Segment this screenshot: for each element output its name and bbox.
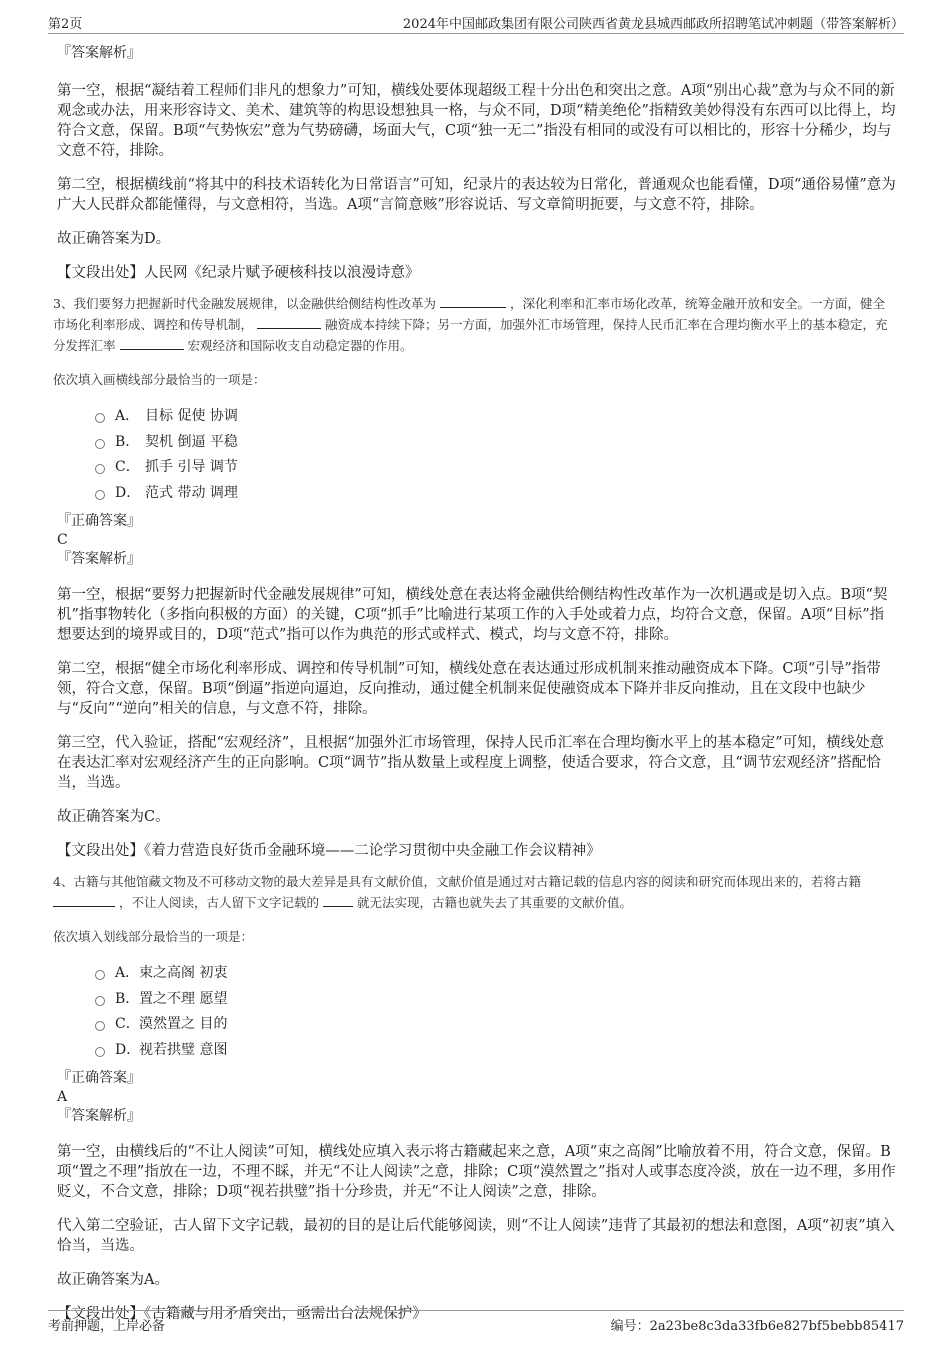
- option-b[interactable]: B． 置之不理 愿望: [95, 987, 897, 1013]
- answer-blank: [257, 314, 321, 329]
- analysis-paragraph: 第三空，代入验证，搭配“宏观经济”，且根据“加强外汇市场管理，保持人民币汇率在合理均衡水平上的基本稳定”可知，横线处意在表达汇率对宏观经济产生的正向影响。C项“调节”指从数量上或程度上调整，使适合要求，符合文意，且“调节宏观经济”搭配恰当，当选。: [57, 735, 885, 791]
- options-list: [95, 404, 897, 506]
- option-a[interactable]: A． 束之高阁 初衷: [95, 961, 897, 987]
- document-id: 编号：2a23be8c3da33fb6e827bf5bebb85417: [610, 1319, 904, 1334]
- analysis-title: 『答案解析』: [57, 1108, 141, 1124]
- radio-icon[interactable]: [95, 1021, 105, 1031]
- option-d[interactable]: D． 视若拱璧 意图: [95, 1038, 897, 1064]
- analysis-paragraph: 第一空，根据“要努力把握新时代金融发展规律”可知，横线处意在表达将金融供给侧结构性改革作为一次机遇或是切入点。B项“契机”指事物转化（多指向积极的方面）的关键，C项“抓手”比喻进行某项工作的入手处或着力点，均符合文意，保留。A项“目标”指想要达到的境界或目的，D项“范式”指可以作为典范的形式或样式、模式，均与文意不符，排除。: [57, 587, 888, 643]
- radio-icon[interactable]: [95, 490, 105, 500]
- radio-icon[interactable]: [95, 413, 105, 423]
- option-d[interactable]: D． 范式 带动 调理: [95, 481, 897, 507]
- conclusion: 故正确答案为A。: [57, 1272, 169, 1288]
- conclusion: 故正确答案为C。: [57, 809, 170, 825]
- question-stem: 4、古籍与其他馆藏文物及不可移动文物的最大差异是具有文献价值，文献价值是通过对古籍记载的信息内容的阅读和研究而体现出来的，若将古籍 ，不让人阅读，古人留下文字记载的 就无法实现，古籍也就失去了其重要的文献价值。: [53, 874, 861, 910]
- analysis-title: 『答案解析』: [57, 551, 141, 567]
- source-citation: 【文段出处】《古籍藏与用矛盾突出，亟需出台法规保护》: [57, 1306, 427, 1322]
- analysis-paragraph: 第二空，根据“健全市场化利率形成、调控和传导机制”可知，横线处意在表达通过形成机制来推动融资成本下降。C项“引导”指带领，符合文意，保留。B项“倒逼”指逆向逼迫，反向推动，通过健全机制来促使融资成本下降并非反向推动，且在文段中也缺少与“反向”“逆向”相关的信息，与文意不符，排除。: [57, 661, 881, 717]
- source-citation: 【文段出处】《着力营造良好货币金融环境——二论学习贯彻中央金融工作会议精神》: [57, 843, 601, 859]
- analysis-paragraph: 代入第二空验证，古人留下文字记载，最初的目的是让后代能够阅读，则“不让人阅读”违背了其最初的想法和意图，A项“初衷”填入恰当，当选。: [57, 1218, 895, 1254]
- page-number: 第2页: [48, 17, 83, 32]
- option-c[interactable]: C． 抓手 引导 调节: [95, 455, 897, 481]
- analysis-paragraph: 第一空，由横线后的“不让人阅读”可知，横线处应填入表示将古籍藏起来之意，A项“束之高阁”比喻放着不用，符合文意，保留。B项“置之不理”指放在一边，不理不睬，并无“不让人阅读”之意，排除；C项“漠然置之”指对人或事态度冷淡，放在一边不理，多用作贬义，不合文意，排除；D项“视若拱璧”指十分珍贵，并无“不让人阅读”之意，排除。: [57, 1144, 896, 1200]
- document-title: 2024年中国邮政集团有限公司陕西省黄龙县城西邮政所招聘笔试冲刺题（带答案解析）: [402, 17, 904, 32]
- analysis-title: 『答案解析』: [57, 45, 141, 61]
- option-c[interactable]: C． 漠然置之 目的: [95, 1012, 897, 1038]
- radio-icon[interactable]: [95, 996, 105, 1006]
- option-a[interactable]: A． 目标 促使 协调: [95, 404, 897, 430]
- question-prompt: 依次填入划线部分最恰当的一项是：: [53, 929, 254, 944]
- footer-slogan: 考前押题，上岸必备: [48, 1319, 166, 1334]
- radio-icon[interactable]: [95, 1047, 105, 1057]
- source-citation: 【文段出处】人民网《纪录片赋予硬核科技以浪漫诗意》: [57, 265, 420, 281]
- page-content: [53, 44, 897, 1324]
- conclusion: 故正确答案为D。: [57, 231, 171, 247]
- page-header: [48, 13, 904, 34]
- question-prompt: 依次填入画横线部分最恰当的一项是：: [53, 372, 266, 387]
- option-b[interactable]: B． 契机 倒逼 平稳: [95, 430, 897, 456]
- radio-icon[interactable]: [95, 464, 105, 474]
- answer-blank: [323, 892, 353, 907]
- question-stem: 3、我们要努力把握新时代金融发展规律，以金融供给侧结构性改革为 ，深化利率和汇率市场化改革，统筹金融开放和安全。一方面，健全市场化利率形成、调控和传导机制， 融资成本持续下降；另一方面，加强外汇市场管理，保持人民币汇率在合理均衡水平上的基本稳定，充分发挥汇率 宏观经济和国际收支自动稳定器的作用。: [53, 293, 897, 356]
- answer-blank: [53, 892, 115, 907]
- correct-answer-title: 『正确答案』: [57, 513, 141, 529]
- correct-answer: C: [57, 532, 68, 548]
- radio-icon[interactable]: [95, 970, 105, 980]
- analysis-paragraph: 第二空，根据横线前“将其中的科技术语转化为日常语言”可知，纪录片的表达较为日常化，普通观众也能看懂，D项“通俗易懂”意为广大人民群众都能懂得，与文意相符，当选。A项“言简意赅”形容说话、写文章简明扼要，与文意不符，排除。: [57, 177, 896, 213]
- correct-answer: A: [57, 1089, 68, 1105]
- radio-icon[interactable]: [95, 439, 105, 449]
- analysis-paragraph: 第一空，根据“凝结着工程师们非凡的想象力”可知，横线处要体现超级工程十分出色和突出之意。A项“别出心裁”意为与众不同的新观念或办法，用来形容诗文、美术、建筑等的构思设想独具一格，与众不同，D项“精美绝伦”指精致美妙得没有东西可以比得上，均符合文意，保留。B项“气势恢宏”意为气势磅礴，场面大气，C项“独一无二”指没有相同的或没有可以相比的，形容十分稀少，均与文意不符，排除。: [57, 83, 896, 159]
- answer-blank: [120, 335, 184, 350]
- correct-answer-title: 『正确答案』: [57, 1070, 141, 1086]
- answer-blank: [440, 293, 506, 308]
- options-list: [95, 961, 897, 1063]
- page-footer: [48, 1310, 904, 1335]
